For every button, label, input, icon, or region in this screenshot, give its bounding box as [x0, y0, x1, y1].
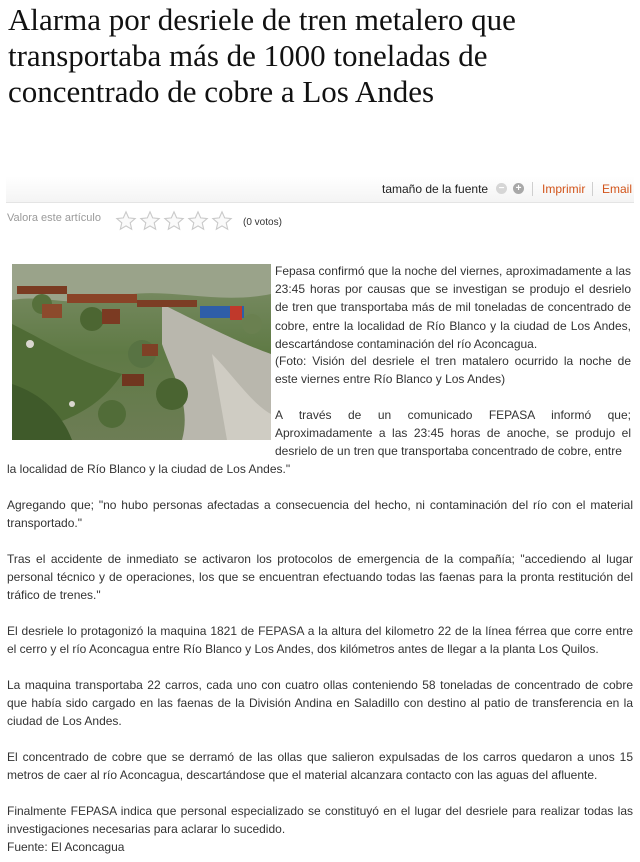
star-icon[interactable] — [139, 210, 161, 232]
photo-caption: (Foto: Visión del desriele el tren matalero ocurrido la noche de este viernes entre Río Blanco y Los Andes) — [275, 354, 631, 387]
article-title: Alarma por desriele de tren metalero que transportaba más de 1000 toneladas de concentrado de cobre a Los Andes — [8, 2, 516, 109]
paragraph-agregando: Agregando que; "no hubo personas afectadas a consecuencia del hecho, ni contaminación del río con el material transportado." — [7, 498, 633, 531]
star-icon[interactable] — [115, 210, 137, 232]
decrease-font-icon[interactable]: − — [496, 183, 507, 194]
paragraph-concentrado: El concentrado de cobre que se derramó de las ollas que salieron expulsadas de los carros quedaron a unos 15 metros de caer al río Aconcagua, descartándose que el material alcanzara contacto con las aguas del afluente. — [7, 750, 633, 783]
paragraph-carros: La maquina transportaba 22 carros, cada uno con cuatro ollas conteniendo 58 toneladas de concentrado de cobre que había sido cargado en las faenas de la División Andina en Saladillo con destino al patio de transferencia en la ciudad de Los Andes. — [7, 678, 633, 729]
paragraph-comunicado: A través de un comunicado FEPASA informó que; Aproximadamente a las 23:45 horas de anoche, se produjo el desrielo de un tren que transportaba concentrado de cobre, entre — [275, 408, 631, 459]
star-icon[interactable] — [187, 210, 209, 232]
article-photo — [12, 264, 271, 440]
email-link[interactable]: Email — [602, 182, 633, 196]
increase-font-icon[interactable]: + — [513, 183, 524, 194]
star-icon[interactable] — [163, 210, 185, 232]
paragraph-intro: Fepasa confirmó que la noche del viernes, aproximadamente a las 23:45 horas por causas que se investigan se produjo el desrielo de tren que transportaba más de mil toneladas de concentrado de cobre, entre la localidad de Río Blanco y la ciudad de Los Andes, descartándose contaminación del río Aconcagua. — [275, 264, 631, 351]
paragraph-comunicado-end: la localidad de Río Blanco y la ciudad de Los Andes." — [7, 462, 291, 476]
print-link[interactable]: Imprimir — [542, 182, 586, 196]
derailed-train-photo — [12, 264, 271, 440]
paragraph-desriele: El desriele lo protagonizó la maquina 1821 de FEPASA a la altura del kilometro 22 de la línea férrea que corre entre el cerro y el río Aconcagua entre Río Blanco y Los Andes, dos kilómetros antes de llegar a la planta Los Quilos. — [7, 624, 633, 657]
votes-count: (0 votos) — [243, 217, 282, 228]
toolbar-divider — [532, 182, 533, 196]
star-rating — [115, 210, 235, 232]
paragraph-accidente: Tras el accidente de inmediato se activaron los protocolos de emergencia de la compañía; "accediendo al lugar personal técnico y de operaciones, los que se encuentran efectuando todas las faenas para la pronta restitución del tráfico de trenes." — [7, 552, 633, 603]
paragraph-final: Finalmente FEPASA indica que personal especializado se constituyó en el lugar del desriele para realizar todas las investigaciones necesarias para aclarar lo sucedido. — [7, 804, 633, 837]
article-source: Fuente: El Aconcagua — [7, 840, 125, 854]
article-toolbar — [6, 176, 634, 203]
rating-label: Valora este artículo — [7, 212, 101, 224]
toolbar-divider — [592, 182, 593, 196]
star-icon[interactable] — [211, 210, 233, 232]
font-size-label: tamaño de la fuente — [382, 182, 489, 196]
